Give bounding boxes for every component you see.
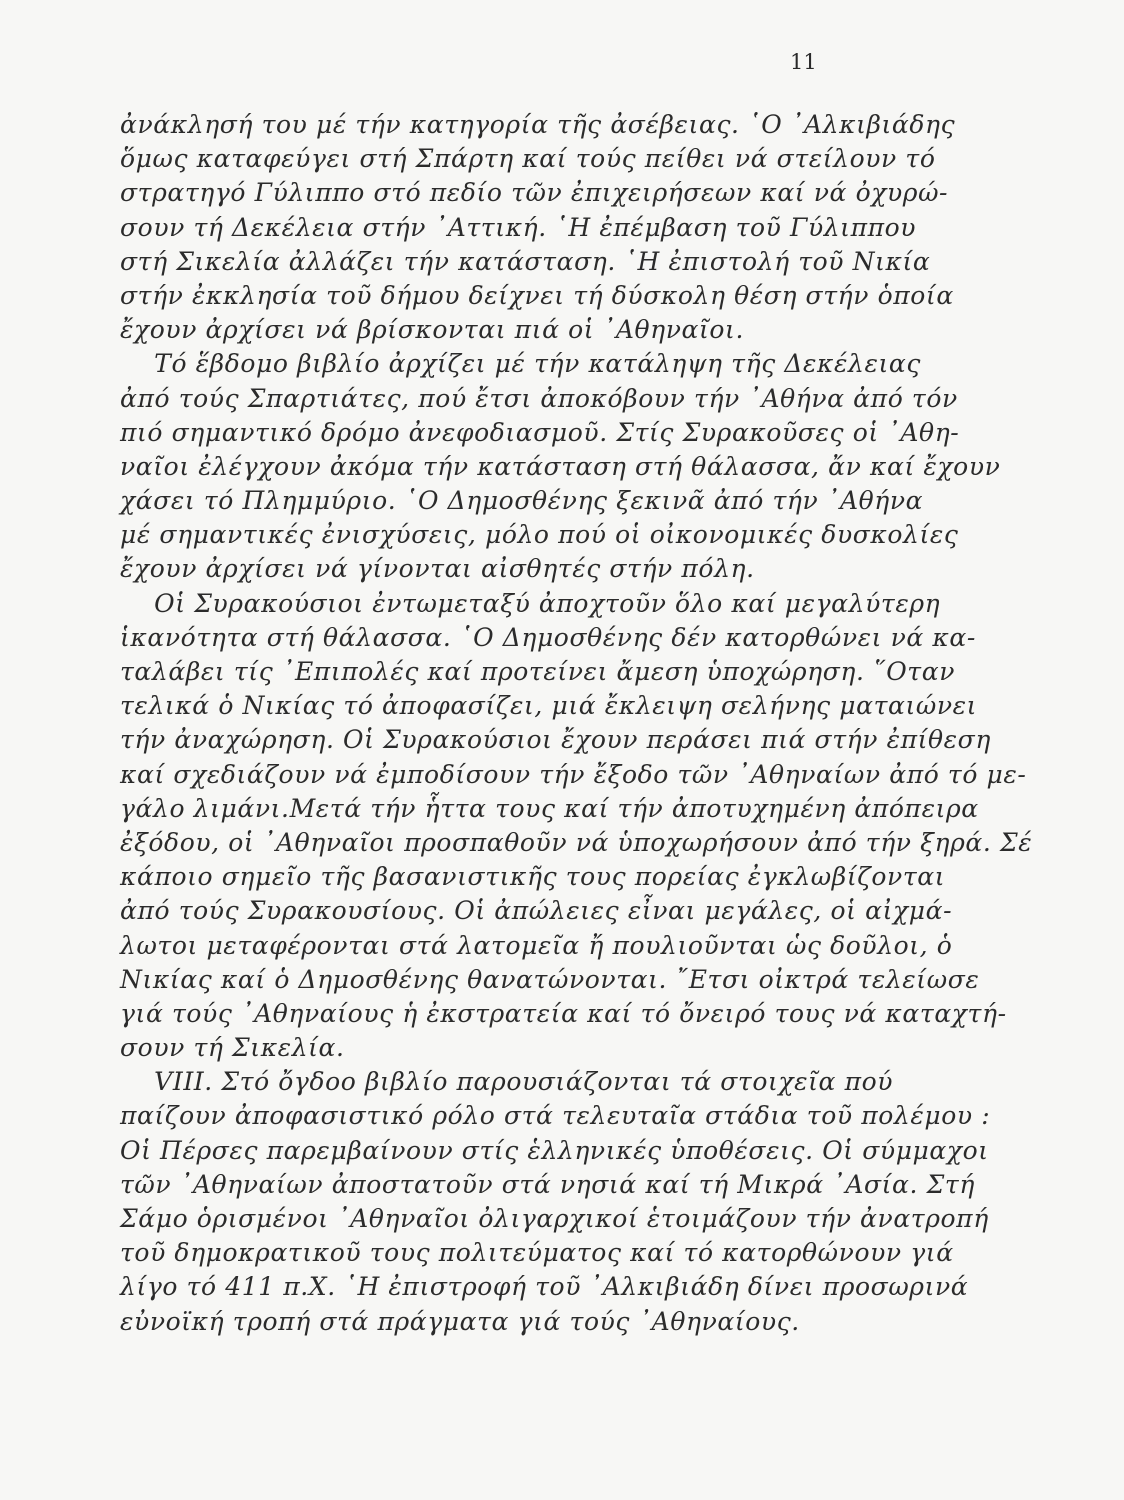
text-line: κάποιο σημεῖο τῆς βασανιστικῆς τους πορείας ἐγκλωβίζονται — [120, 862, 946, 892]
text-line: Σάμο ὁρισμένοι ᾿Αθηναῖοι ὀλιγαρχικοί ἑτοιμάζουν τήν ἀνατροπή — [120, 1204, 989, 1233]
text-line: λίγο τό 411 π.Χ. ῾Η ἐπιστροφή τοῦ ᾿Αλκιβιάδη δίνει προσωρινά — [120, 1272, 969, 1302]
text-line: ἱκανότητα στή θάλασσα. ῾Ο Δημοσθένης δέν κατορθώνει νά κα- — [120, 622, 976, 652]
page-number: 11 — [790, 50, 817, 74]
text-line: ναῖοι ἐλέγχουν ἀκόμα τήν κατάσταση στή θάλασσα, ἄν καί ἔχουν — [120, 451, 1001, 481]
text-line: γιά τούς ᾿Αθηναίους ἡ ἐκστρατεία καί τό ὄνειρό τους νά καταχτή- — [120, 998, 1007, 1028]
text-line: στρατηγό Γύλιππο στό πεδίο τῶν ἐπιχειρήσεων καί νά ὀχυρώ- — [120, 178, 949, 208]
text-line: στήν ἐκκλησία τοῦ δήμου δείχνει τή δύσκολη θέση στήν ὁποία — [120, 280, 954, 310]
text-line: ὅμως καταφεύγει στή Σπάρτη καί τούς πείθει νά στείλουν τό — [120, 144, 936, 174]
text-line: ἀνάκλησή του μέ τήν κατηγορία τῆς ἀσέβειας. ῾Ο ᾿Αλκιβιάδης — [120, 110, 956, 139]
text-line: καί σχεδιάζουν νά ἐμποδίσουν τήν ἔξοδο τῶν ᾿Αθηναίων ἀπό τό με- — [120, 759, 1027, 789]
text-line: εὐνοϊκή τροπή στά πράγματα γιά τούς ᾿Αθηναίους. — [120, 1306, 800, 1336]
text-line: σουν τή Σικελία. — [120, 1033, 345, 1063]
text-line: τελικά ὁ Νικίας τό ἀποφασίζει, μιά ἔκλειψη σελήνης ματαιώνει — [120, 691, 978, 721]
text-line: ἀπό τούς Σπαρτιάτες, πού ἔτσι ἀποκόβουν τήν ᾿Αθήνα ἀπό τόν — [120, 383, 958, 413]
text-line: τοῦ δημοκρατικοῦ τους πολιτεύματος καί τό κατορθώνουν γιά — [120, 1238, 954, 1268]
text-line: μέ σημαντικές ἐνισχύσεις, μόλο πού οἱ οἰκονομικές δυσκολίες — [120, 520, 959, 550]
text-line: Οἱ Πέρσες παρεμβαίνουν στίς ἑλληνικές ὑποθέσεις. Οἱ σύμμαχοι — [120, 1135, 989, 1165]
text-line: γάλο λιμάνι.Μετά τήν ἧττα τους καί τήν ἀποτυχημένη ἀπόπειρα — [120, 793, 979, 823]
text-line: τῶν ᾿Αθηναίων ἀποστατοῦν στά νησιά καί τή Μικρά ᾿Ασία. Στή — [120, 1169, 975, 1199]
text-line: ταλάβει τίς ᾿Επιπολές καί προτείνει ἄμεση ὑποχώρηση. ῞Οταν — [120, 657, 955, 686]
text-line: ἀπό τούς Συρακουσίους. Οἱ ἀπώλειες εἶναι μεγάλες, οἱ αἰχμά- — [120, 896, 953, 926]
text-line: Τό ἕβδομο βιβλίο ἀρχίζει μέ τήν κατάληψη τῆς Δεκέλειας — [120, 349, 921, 379]
text-line: λωτοι μεταφέρονται στά λατομεῖα ἤ πουλιοῦνται ὡς δοῦλοι, ὁ — [120, 930, 953, 960]
text-line: χάσει τό Πλημμύριο. ῾Ο Δημοσθένης ξεκινᾶ ἀπό τήν ᾿Αθήνα — [120, 486, 924, 516]
text-line: τήν ἀναχώρηση. Οἱ Συρακούσιοι ἔχουν περάσει πιά στήν ἐπίθεση — [120, 725, 991, 755]
text-line: ἔχουν ἀρχίσει νά γίνονται αἰσθητές στήν πόλη. — [120, 554, 755, 584]
body-text — [120, 108, 1033, 1339]
text-line: σουν τή Δεκέλεια στήν ᾿Αττική. ῾Η ἐπέμβαση τοῦ Γύλιππου — [120, 212, 917, 242]
text-line: VIII. Στό ὄγδοο βιβλίο παρουσιάζονται τά στοιχεῖα πού — [120, 1067, 894, 1097]
text-line: Νικίας καί ὁ Δημοσθένης θανατώνονται. ῎Ετσι οἰκτρά τελείωσε — [120, 964, 980, 994]
text-line: ἐξόδου, οἱ ᾿Αθηναῖοι προσπαθοῦν νά ὑποχωρήσουν ἀπό τήν ξηρά. Σέ — [120, 827, 1033, 857]
text-line: πιό σημαντικό δρόμο ἀνεφοδιασμοῦ. Στίς Συρακοῦσες οἱ ᾿Αθη- — [120, 417, 960, 447]
text-line: στή Σικελία ἀλλάζει τήν κατάσταση. ῾Η ἐπιστολή τοῦ Νικία — [120, 246, 931, 276]
text-line: παίζουν ἀποφασιστικό ρόλο στά τελευταῖα στάδια τοῦ πολέμου : — [120, 1101, 991, 1131]
text-line: Οἱ Συρακούσιοι ἐντωμεταξύ ἀποχτοῦν ὅλο καί μεγαλύτερη — [120, 588, 941, 618]
text-line: ἔχουν ἀρχίσει νά βρίσκονται πιά οἱ ᾿Αθηναῖοι. — [120, 315, 744, 345]
